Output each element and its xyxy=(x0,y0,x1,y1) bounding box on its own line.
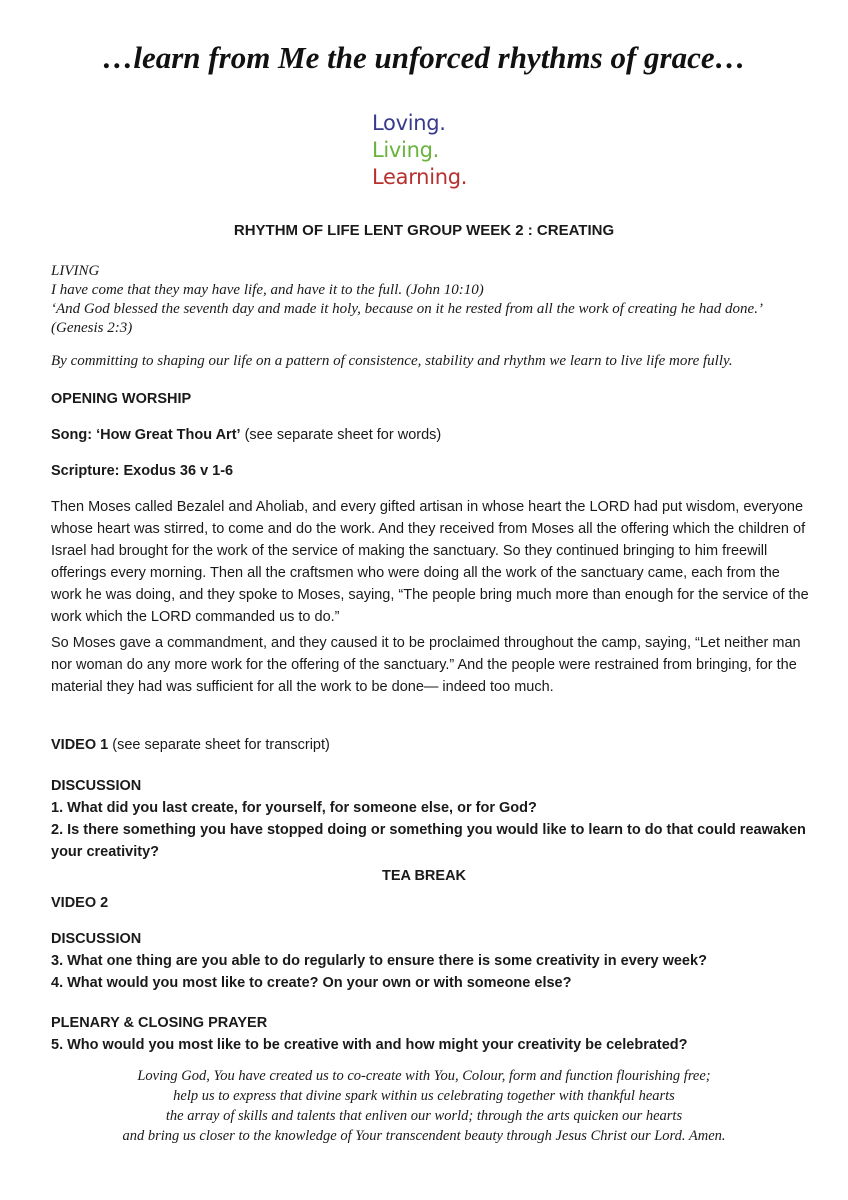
song-note: (see separate sheet for words) xyxy=(240,427,442,443)
tea-break: TEA BREAK xyxy=(381,868,467,884)
scripture-paragraph-2: So Moses gave a commandment, and they caused it to be proclaimed throughout the camp, saying, “Let neither man nor woman do any more work for the offering of the sanctuary.” And the people were restrained from bringing, for the material they had was sufficient for all the work to be done— indeed too much. xyxy=(51,635,801,695)
discussion1-label: DISCUSSION xyxy=(51,778,142,794)
living-label: LIVING xyxy=(51,263,100,279)
plenary-label: PLENARY & CLOSING PRAYER xyxy=(51,1015,268,1031)
prayer-line-1: Loving God, You have created us to co-create with You, Colour, form and function flourishing free; xyxy=(137,1068,711,1084)
video1-line xyxy=(51,734,801,756)
logo-line-living: Living. xyxy=(372,138,440,162)
question-5: 5. Who would you most like to be creative with and how might your creativity be celebrated? xyxy=(51,1037,688,1053)
question-1: 1. What did you last create, for yourself, for someone else, or for God? xyxy=(51,800,537,816)
discussion2-label: DISCUSSION xyxy=(51,931,142,947)
video2-label: VIDEO 2 xyxy=(51,895,109,911)
song-line xyxy=(51,424,801,446)
living-quote-john: I have come that they may have life, and have it to the full. (John 10:10) xyxy=(51,282,484,298)
logo-line-learning: Learning. xyxy=(372,165,468,189)
video1-note: (see separate sheet for transcript) xyxy=(108,737,330,753)
question-3: 3. What one thing are you able to do regularly to ensure there is some creativity in every week? xyxy=(51,953,707,969)
prayer-line-4: and bring us closer to the knowledge of Your transcendent beauty through Jesus Christ our Lord. Amen. xyxy=(122,1128,726,1144)
prayer-line-2: help us to express that divine spark within us celebrating together with thankful hearts xyxy=(173,1088,675,1104)
video1-label: VIDEO 1 xyxy=(51,737,109,753)
page-title: …learn from Me the unforced rhythms of grace… xyxy=(102,40,746,75)
living-quote-genesis: ‘And God blessed the seventh day and made it holy, because on it he rested from all the work of creating he had done.’ (Genesis 2:3) xyxy=(51,301,762,336)
discussion2-section xyxy=(51,928,811,994)
question-2: 2. Is there something you have stopped doing or something you would like to learn to do that could reawaken your creativity? xyxy=(51,822,806,860)
plenary-section xyxy=(51,1012,811,1056)
living-summary: By committing to shaping our life on a pattern of consistence, stability and rhythm we learn to live life more fully. xyxy=(51,353,733,369)
living-section xyxy=(51,262,801,338)
question-4: 4. What would you most like to create? On your own or with someone else? xyxy=(51,975,572,991)
closing-prayer xyxy=(0,1066,848,1146)
scripture-paragraph-1: Then Moses called Bezalel and Aholiab, and every gifted artisan in whose heart the LORD had put wisdom, everyone whose heart was stirred, to come and do the work. And they received from Moses all the offering which the children of Israel had brought for the work of the service of making the sanctuary. So they continued bringing to him freewill offerings every morning. Then all the craftsmen who were doing all the work of the sanctuary came, each from the work he was doing, and they spoke to Moses, saying, “The people bring much more than enough for the service of the work which the LORD commanded us to do.” xyxy=(51,499,809,625)
loving-living-learning-logo xyxy=(372,110,492,191)
opening-worship-label: OPENING WORSHIP xyxy=(51,391,192,407)
section-heading: RHYTHM OF LIFE LENT GROUP WEEK 2 : CREATING xyxy=(233,222,615,239)
logo-line-loving: Loving. xyxy=(372,111,446,135)
song-label: Song: ‘How Great Thou Art’ xyxy=(51,427,241,443)
scripture-label: Scripture: Exodus 36 v 1-6 xyxy=(51,463,234,479)
prayer-line-3: the array of skills and talents that enliven our world; through the arts quicken our hearts xyxy=(165,1108,683,1124)
discussion1-section xyxy=(51,775,811,863)
